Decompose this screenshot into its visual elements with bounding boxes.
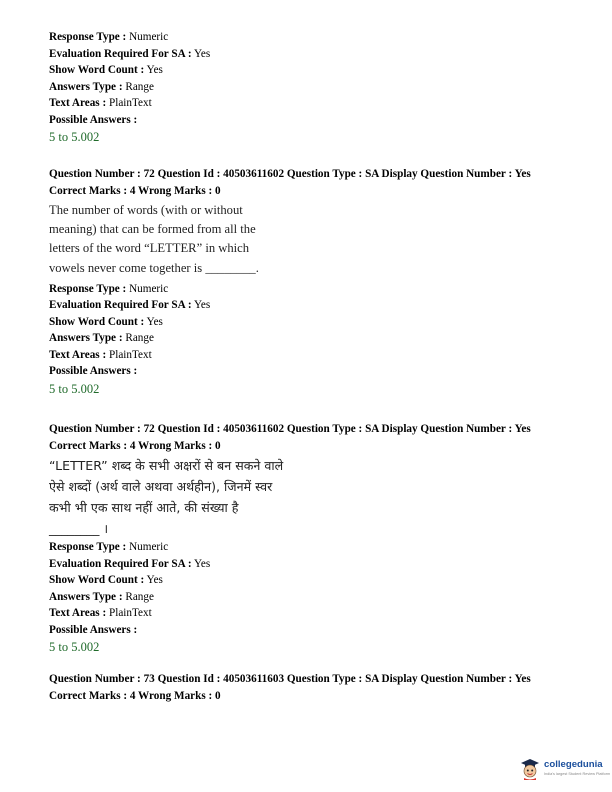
evaluation-row: Evaluation Required For SA : Yes — [49, 299, 211, 312]
question-header: Question Number : 72 Question Id : 40503611602 Question Type : SA Display Question Number : Yes — [49, 423, 531, 435]
possible-answer-value: 5 to 5.002 — [49, 381, 100, 396]
question-block-73 — [49, 671, 579, 704]
logo-name: collegedunia — [544, 759, 603, 770]
response-type-row: Response Type : Numeric — [49, 31, 169, 43]
graduate-mascot-icon — [520, 758, 540, 780]
question-block-72-en — [49, 166, 579, 398]
possible-answers-label: Possible Answers : — [49, 623, 138, 636]
question-text — [49, 201, 289, 278]
answers-type-row: Answers Type : Range — [49, 332, 154, 345]
evaluation-row: Evaluation Required For SA : Yes — [49, 557, 211, 570]
response-type-row: Response Type : Numeric — [49, 282, 169, 295]
question-line: ________ । — [49, 521, 109, 536]
show-word-count-row: Show Word Count : Yes — [49, 64, 163, 76]
possible-answers-label: Possible Answers : — [49, 113, 138, 126]
question-text-hindi — [49, 455, 291, 539]
possible-answers-label: Possible Answers : — [49, 365, 138, 378]
question-block-prev — [49, 29, 579, 146]
question-block-72-hi — [49, 421, 579, 656]
answers-type-row: Answers Type : Range — [49, 80, 154, 93]
marks-header: Correct Marks : 4 Wrong Marks : 0 — [49, 689, 221, 702]
evaluation-row: Evaluation Required For SA : Yes — [49, 47, 211, 60]
text-areas-row: Text Areas : PlainText — [49, 348, 152, 361]
question-line: कभी भी एक साथ नहीं आते, की संख्या है — [49, 500, 239, 515]
text-areas-row: Text Areas : PlainText — [49, 607, 152, 619]
question-line: vowels never come together is ________. — [49, 260, 259, 275]
possible-answer-value: 5 to 5.002 — [49, 130, 100, 144]
answers-type-row: Answers Type : Range — [49, 590, 154, 603]
marks-header: Correct Marks : 4 Wrong Marks : 0 — [49, 439, 221, 452]
text-areas-row: Text Areas : PlainText — [49, 97, 152, 109]
question-line: ऐसे शब्दों (अर्थ वाले अथवा अर्थहीन), जिनमें स्वर — [49, 479, 273, 494]
question-line: “LETTER” शब्द के सभी अक्षरों से बन सकने वाले — [49, 458, 284, 473]
question-line: The number of words (with or without — [49, 203, 243, 217]
question-line: meaning) that can be formed from all the — [49, 222, 256, 237]
show-word-count-row: Show Word Count : Yes — [49, 574, 163, 586]
question-header: Question Number : 72 Question Id : 40503611602 Question Type : SA Display Question Number : Yes — [49, 168, 531, 180]
logo-tagline: India's largest Student Review Platform — [544, 772, 611, 776]
response-type-row: Response Type : Numeric — [49, 541, 169, 553]
marks-header: Correct Marks : 4 Wrong Marks : 0 — [49, 184, 221, 197]
possible-answer-value: 5 to 5.002 — [49, 640, 100, 654]
collegedunia-logo — [520, 756, 611, 784]
question-header: Question Number : 73 Question Id : 40503611603 Question Type : SA Display Question Number : Yes — [49, 673, 531, 685]
show-word-count-row: Show Word Count : Yes — [49, 315, 163, 328]
question-line: letters of the word “LETTER” in which — [49, 241, 250, 256]
